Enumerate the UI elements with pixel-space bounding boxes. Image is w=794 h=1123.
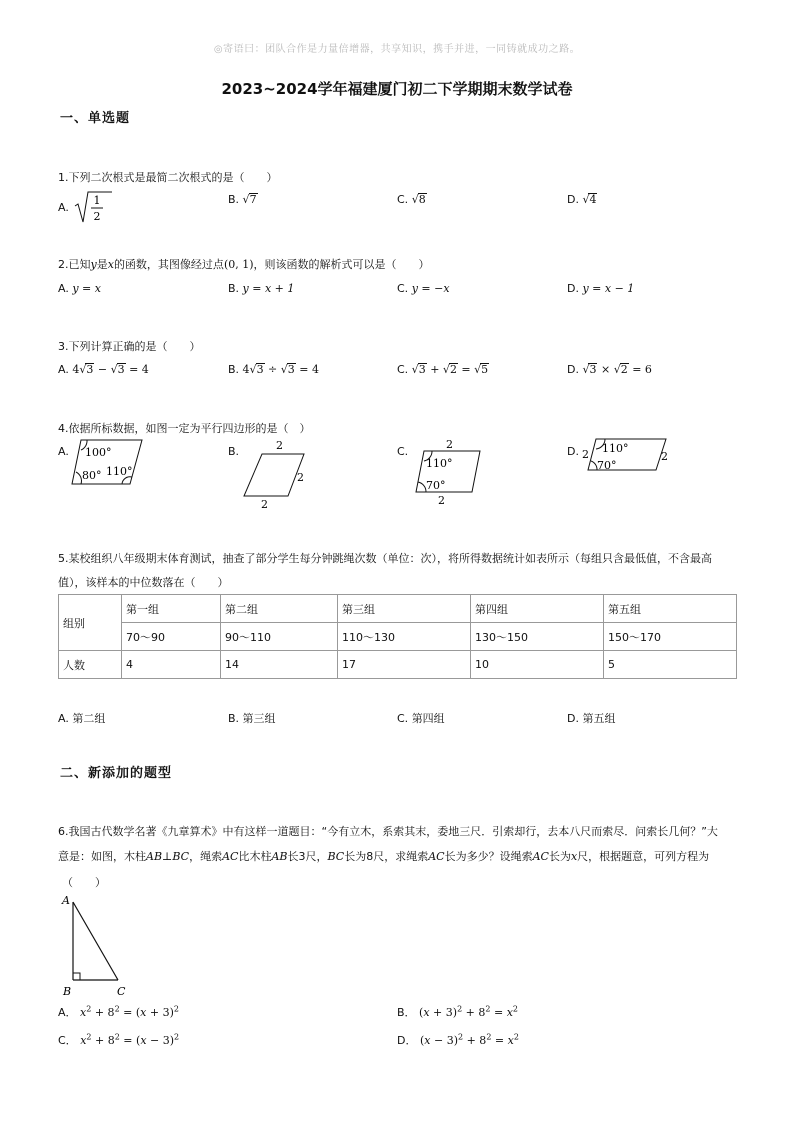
angle-label: 80°	[82, 469, 102, 482]
question-6-stem-line-2	[58, 848, 738, 864]
question-2-stem	[58, 256, 430, 272]
stem-text: 尺，根据题意，可列方程为	[577, 850, 710, 863]
q1-option-b[interactable]: B. √7	[228, 193, 257, 206]
option-math: y = x + 1	[242, 282, 295, 295]
angle-label: 70°	[426, 479, 446, 492]
q5-option-d[interactable]	[567, 710, 615, 726]
option-label: A.	[58, 363, 69, 376]
radicand: 2	[620, 363, 628, 376]
question-6-stem-line-3: （ ）	[62, 876, 106, 889]
option-label: D.	[567, 282, 579, 295]
operator: ×	[597, 363, 614, 376]
q1-option-a[interactable]	[58, 190, 116, 226]
table-row-header: 人数	[59, 651, 122, 679]
option-math: y = x − 1	[582, 282, 635, 295]
math-expr: BC	[327, 850, 345, 863]
math-expr: AC	[222, 850, 239, 863]
table-header-cell: 第二组	[221, 595, 338, 623]
fraction-denominator: 2	[93, 210, 101, 223]
stem-text: 意是：如图，木柱	[58, 850, 146, 863]
radicand: 3	[256, 363, 264, 376]
stem-text: 的函数，其图像经过点	[113, 258, 224, 271]
radicand: 3	[117, 363, 125, 376]
q3-option-b[interactable]: B. 4√3 ÷ √3 = 4	[228, 363, 320, 376]
vertex-label: A	[62, 894, 70, 907]
option-label: A．	[58, 1006, 77, 1019]
q4-option-c-label[interactable]: C.	[397, 445, 409, 458]
option-label: D.	[567, 193, 579, 206]
side-label: 2	[261, 498, 268, 511]
q3-option-c[interactable]: C. √3 + √2 = √5	[397, 363, 489, 376]
q4-option-d-label[interactable]: D.	[567, 445, 579, 458]
question-5-stem-line-2: 值），该样本的中位数落在（ ）	[58, 576, 229, 589]
sqrt-fraction-icon	[72, 190, 116, 226]
operator: ÷	[264, 363, 281, 376]
side-label: 2	[438, 494, 445, 507]
result: = 6	[628, 363, 652, 376]
stem-text: 长为	[548, 850, 571, 863]
question-1-stem: 1.下列二次根式是最简二次根式的是（ ）	[58, 171, 278, 184]
q4-option-a-label[interactable]: A.	[58, 445, 69, 458]
angle-label: 110°	[602, 442, 629, 455]
angle-label: 70°	[597, 459, 617, 472]
q6-option-b[interactable]: B． $(x + 3)^2 + 8^2 = x^2$	[397, 1004, 518, 1019]
result: = 4	[125, 363, 149, 376]
operator: −	[94, 363, 111, 376]
side-label: 2	[297, 471, 304, 484]
table-cell: 130～150	[471, 623, 604, 651]
option-label: C.	[397, 712, 409, 725]
option-label: B．	[397, 1006, 416, 1019]
option-label: C.	[397, 282, 409, 295]
option-label: C.	[397, 193, 409, 206]
table-cell: 10	[471, 651, 604, 679]
radicand: 2	[449, 363, 457, 376]
page-title: 2023~2024学年福建厦门初二下学期期末数学试卷	[221, 80, 573, 98]
math-expr: AC	[428, 850, 445, 863]
math-expr: AB	[271, 850, 288, 863]
option-label: D.	[567, 363, 579, 376]
question-5-stem-line-1: 5.某校组织八年级期末体育测试，抽查了部分学生每分钟跳绳次数（单位：次），将所得数据统计如表所示（每组只含最低值，不含最高	[58, 552, 712, 565]
q3-option-a[interactable]: A. 4√3 − √3 = 4	[58, 363, 149, 376]
equals: =	[457, 363, 475, 376]
radicand: 3	[287, 363, 295, 376]
math-var: y	[90, 258, 97, 271]
radicand: 3	[589, 363, 597, 376]
table-row	[59, 623, 737, 651]
q5-option-a[interactable]	[58, 710, 105, 726]
header-motto: ◎寄语曰：团队合作是力量倍增器，共享知识，携手并进，一同铸就成功之路。	[213, 44, 581, 55]
fraction-numerator: 1	[93, 194, 101, 207]
q4-option-b-label[interactable]: B.	[228, 445, 240, 458]
option-math: y = x	[72, 282, 101, 295]
q4-figure-d	[580, 434, 672, 478]
math-expr: AC	[532, 850, 549, 863]
side-label: 2	[661, 450, 668, 463]
q4-figure-b	[236, 436, 316, 512]
question-6-stem-line-1: 6.我国古代数学名著《九章算术》中有这样一道题目：“今有立木，系索其末，委地三尺．引索却行，去本八尺而索尽．问索长几何？”大	[58, 825, 718, 838]
vertex-label: B	[63, 985, 72, 998]
option-label: B.	[228, 363, 240, 376]
q6-option-d[interactable]: D． $(x - 3)^2 + 8^2 = x^2$	[397, 1032, 519, 1047]
q2-option-a[interactable]	[58, 282, 101, 295]
option-label: A.	[58, 201, 69, 214]
option-text: 第三组	[242, 712, 276, 725]
option-text: 第五组	[582, 712, 616, 725]
stem-text: 是	[96, 258, 108, 271]
question-4-stem: 4.依据所标数据，如图一定为平行四边形的是（ ）	[58, 422, 311, 435]
table-cell: 4	[122, 651, 221, 679]
option-label: C.	[397, 363, 409, 376]
q2-option-b[interactable]	[228, 282, 294, 295]
frequency-table	[58, 594, 737, 679]
option-text: 第二组	[72, 712, 106, 725]
section-heading-single-choice: 一、单选题	[60, 111, 131, 126]
q1-option-c[interactable]: C. √8	[397, 193, 426, 206]
math-point: (0, 1)	[223, 258, 254, 271]
q5-option-c[interactable]	[397, 710, 445, 726]
radicand: 4	[589, 193, 597, 206]
q4-figure-a	[68, 434, 148, 490]
radicand: 3	[86, 363, 94, 376]
radicand: 7	[249, 193, 257, 206]
q3-option-d[interactable]: D. √3 × √2 = 6	[567, 363, 652, 376]
angle-label: 110°	[106, 465, 133, 478]
radicand: 3	[418, 363, 426, 376]
q6-option-a[interactable]: A． $x^2 + 8^2 = (x + 3)^2$	[58, 1004, 179, 1019]
table-header-cell: 第四组	[471, 595, 604, 623]
table-cell: 17	[338, 651, 471, 679]
option-label: B.	[228, 193, 240, 206]
option-math: y = −x	[411, 282, 450, 295]
math-var: x	[107, 258, 114, 271]
option-label: C．	[58, 1034, 77, 1047]
stem-text: 长为8尺，求绳索	[344, 850, 429, 863]
radicand: 8	[418, 193, 426, 206]
side-label: 2	[582, 448, 589, 461]
coef: 4	[242, 363, 250, 376]
q6-right-triangle-figure	[58, 892, 138, 1000]
side-label: 2	[276, 439, 283, 452]
table-cell: 14	[221, 651, 338, 679]
radicand: 5	[481, 363, 489, 376]
table-cell: 70～90	[122, 623, 221, 651]
option-text: 第四组	[411, 712, 445, 725]
table-header-cell: 第三组	[338, 595, 471, 623]
option-label: B.	[228, 712, 240, 725]
option-label: D．	[397, 1034, 417, 1047]
section-heading-new-type: 二、新添加的题型	[60, 766, 173, 781]
q1-option-d[interactable]: D. √4	[567, 193, 597, 206]
angle-label: 110°	[426, 457, 453, 470]
table-row	[59, 651, 737, 679]
table-cell: 110～130	[338, 623, 471, 651]
stem-text: ，绳索	[189, 850, 223, 863]
option-label: B.	[228, 282, 240, 295]
math-var: x	[570, 850, 578, 863]
q4-figure-c	[408, 436, 488, 510]
angle-label: 100°	[85, 446, 112, 459]
stem-text: 长3尺，	[287, 850, 328, 863]
stem-text: ，则该函数的解析式可以是（ ）	[253, 258, 430, 271]
stem-text: 比木柱	[238, 850, 272, 863]
math-expr: AB⊥BC	[146, 850, 190, 863]
table-cell: 5	[604, 651, 737, 679]
table-cell: 90～110	[221, 623, 338, 651]
option-label: A.	[58, 712, 69, 725]
q5-option-b[interactable]	[228, 710, 276, 726]
stem-text: 2.已知	[58, 258, 91, 271]
table-row	[59, 595, 737, 623]
question-3-stem: 3.下列计算正确的是（ ）	[58, 340, 201, 353]
coef: 4	[72, 363, 80, 376]
option-label: D.	[567, 712, 579, 725]
operator: +	[426, 363, 443, 376]
q6-option-c[interactable]: C． $x^2 + 8^2 = (x - 3)^2$	[58, 1032, 180, 1047]
table-cell: 150～170	[604, 623, 737, 651]
table-header-cell: 第五组	[604, 595, 737, 623]
q2-option-c[interactable]	[397, 282, 450, 295]
vertex-label: C	[117, 985, 126, 998]
option-label: A.	[58, 282, 69, 295]
q2-option-d[interactable]	[567, 282, 634, 295]
stem-text: 长为多少？设绳索	[444, 850, 533, 863]
table-header-cell: 第一组	[122, 595, 221, 623]
result: = 4	[295, 363, 320, 376]
side-label: 2	[446, 438, 453, 451]
table-row-header: 组别	[59, 595, 122, 651]
